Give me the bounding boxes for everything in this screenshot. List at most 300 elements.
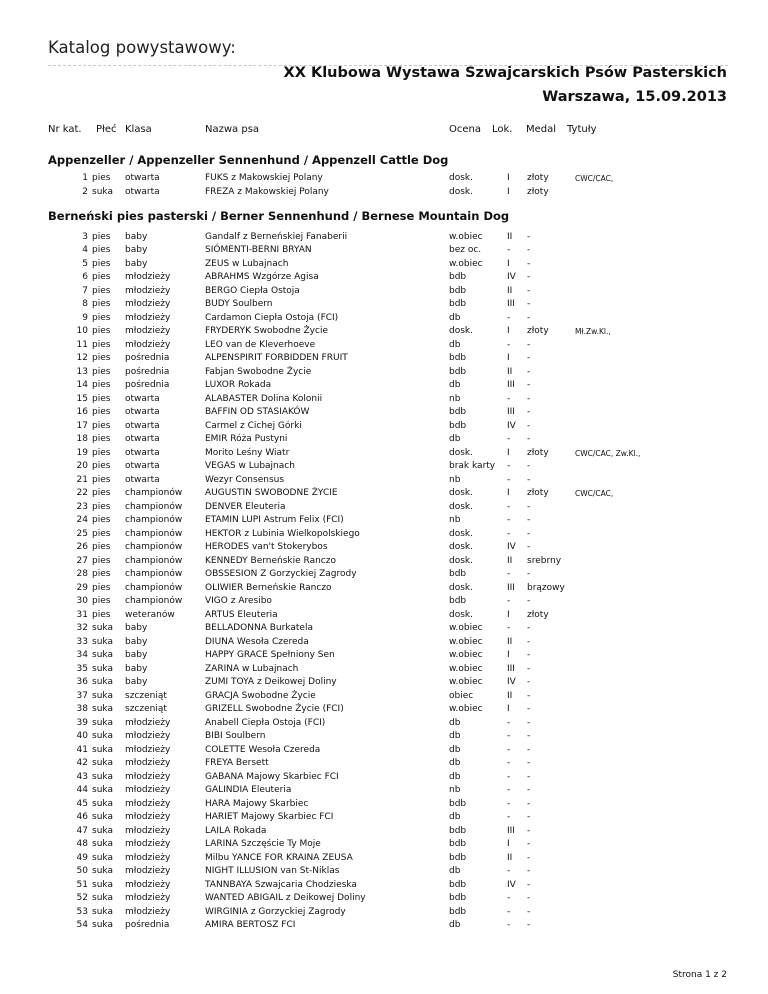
cell-class: pośrednia — [125, 920, 170, 930]
cell-catalog-number: 18 — [76, 434, 88, 444]
cell-sex: pies — [92, 245, 111, 255]
cell-grade: bdb — [449, 286, 467, 296]
header-name: Nazwa psa — [205, 124, 260, 135]
cell-class: szczeniąt — [125, 691, 167, 701]
table-row — [0, 352, 768, 365]
cell-grade: dosk. — [449, 583, 473, 593]
cell-sex: suka — [92, 880, 113, 890]
cell-catalog-number: 23 — [76, 502, 88, 512]
cell-grade: bdb — [449, 853, 467, 863]
cell-sex: pies — [92, 394, 111, 404]
event-date: Warszawa, 15.09.2013 — [542, 89, 727, 105]
table-row — [0, 636, 768, 649]
cell-sex: suka — [92, 691, 113, 701]
cell-class: młodzieży — [125, 286, 171, 296]
table-row — [0, 312, 768, 325]
cell-grade: brak karty — [449, 461, 496, 471]
table-row — [0, 258, 768, 271]
cell-grade: nb — [449, 785, 461, 795]
cell-sex: suka — [92, 907, 113, 917]
cell-dog-name: ZARINA w Lubajnach — [205, 664, 299, 674]
cell-medal: - — [527, 731, 531, 741]
cell-dog-name: SIÓMENTI-BERNI BRYAN — [205, 245, 312, 255]
cell-medal: - — [527, 299, 531, 309]
cell-grade: bdb — [449, 880, 467, 890]
table-row — [0, 690, 768, 703]
cell-class: młodzieży — [125, 799, 171, 809]
cell-medal: - — [527, 718, 531, 728]
table-row — [0, 514, 768, 527]
cell-placement: III — [507, 664, 515, 674]
cell-class: baby — [125, 637, 148, 647]
cell-dog-name: BERGO Ciepła Ostoja — [205, 286, 300, 296]
cell-placement: I — [507, 488, 510, 498]
cell-medal: - — [527, 475, 531, 485]
cell-class: otwarta — [125, 448, 160, 458]
cell-medal: - — [527, 313, 531, 323]
cell-placement: - — [507, 394, 511, 404]
cell-catalog-number: 53 — [76, 907, 88, 917]
cell-grade: bdb — [449, 799, 467, 809]
cell-class: baby — [125, 245, 148, 255]
cell-sex: suka — [92, 772, 113, 782]
cell-class: młodzieży — [125, 772, 171, 782]
cell-dog-name: ALPENSPIRIT FORBIDDEN FRUIT — [205, 353, 348, 363]
cell-grade: w.obiec — [449, 232, 483, 242]
cell-dog-name: Cardamon Ciepła Ostoja (FCI) — [205, 313, 339, 323]
cell-dog-name: VIGO z Aresibo — [205, 596, 272, 606]
table-row — [0, 865, 768, 878]
cell-placement: - — [507, 623, 511, 633]
cell-medal: - — [527, 434, 531, 444]
cell-dog-name: DIUNA Wesoła Czereda — [205, 637, 309, 647]
table-row — [0, 528, 768, 541]
cell-catalog-number: 31 — [76, 610, 88, 620]
cell-sex: pies — [92, 529, 111, 539]
cell-titles: CWC/CAC, Zw.Kl., — [575, 449, 641, 458]
cell-grade: w.obiec — [449, 650, 483, 660]
cell-medal: złoty — [527, 173, 549, 183]
cell-class: championów — [125, 583, 183, 593]
cell-placement: - — [507, 529, 511, 539]
cell-medal: - — [527, 880, 531, 890]
cell-catalog-number: 47 — [76, 826, 88, 836]
table-row — [0, 474, 768, 487]
table-row — [0, 541, 768, 554]
cell-catalog-number: 44 — [76, 785, 88, 795]
cell-sex: pies — [92, 596, 111, 606]
cell-catalog-number: 20 — [76, 461, 88, 471]
cell-grade: w.obiec — [449, 637, 483, 647]
cell-placement: II — [507, 637, 513, 647]
cell-catalog-number: 4 — [82, 245, 88, 255]
cell-placement: IV — [507, 542, 516, 552]
cell-placement: II — [507, 286, 513, 296]
cell-sex: suka — [92, 623, 113, 633]
cell-placement: - — [507, 340, 511, 350]
cell-catalog-number: 15 — [76, 394, 88, 404]
cell-catalog-number: 10 — [76, 326, 88, 336]
cell-placement: II — [507, 232, 513, 242]
cell-catalog-number: 17 — [76, 421, 88, 431]
table-row — [0, 325, 768, 338]
cell-sex: pies — [92, 542, 111, 552]
header-titles: Tytuły — [567, 124, 597, 135]
cell-placement: - — [507, 718, 511, 728]
cell-catalog-number: 38 — [76, 704, 88, 714]
cell-medal: - — [527, 785, 531, 795]
cell-sex: pies — [92, 461, 111, 471]
table-row — [0, 244, 768, 257]
cell-placement: I — [507, 839, 510, 849]
cell-placement: - — [507, 893, 511, 903]
cell-grade: db — [449, 718, 461, 728]
cell-medal: - — [527, 704, 531, 714]
cell-medal: - — [527, 502, 531, 512]
cell-sex: suka — [92, 187, 113, 197]
table-row — [0, 676, 768, 689]
cell-class: młodzieży — [125, 299, 171, 309]
cell-medal: złoty — [527, 448, 549, 458]
cell-catalog-number: 45 — [76, 799, 88, 809]
cell-catalog-number: 9 — [82, 313, 88, 323]
cell-placement: - — [507, 569, 511, 579]
cell-class: baby — [125, 623, 148, 633]
cell-dog-name: LARINA Szczęście Ty Moje — [205, 839, 321, 849]
cell-dog-name: ZUMI TOYA z Deikowej Doliny — [205, 677, 337, 687]
cell-catalog-number: 39 — [76, 718, 88, 728]
cell-medal: - — [527, 542, 531, 552]
cell-catalog-number: 2 — [82, 187, 88, 197]
cell-medal: srebrny — [527, 556, 562, 566]
table-row — [0, 447, 768, 460]
cell-catalog-number: 24 — [76, 515, 88, 525]
cell-class: baby — [125, 259, 148, 269]
cell-dog-name: ALABASTER Dolina Kolonii — [205, 394, 323, 404]
cell-grade: dosk. — [449, 556, 473, 566]
cell-medal: - — [527, 232, 531, 242]
cell-sex: suka — [92, 839, 113, 849]
cell-catalog-number: 11 — [76, 340, 88, 350]
cell-dog-name: Wezyr Consensus — [205, 475, 285, 485]
cell-dog-name: Fabjan Swobodne Życie — [205, 367, 312, 377]
cell-sex: pies — [92, 502, 111, 512]
cell-dog-name: NIGHT ILLUSION van St-Niklas — [205, 866, 340, 876]
cell-placement: I — [507, 448, 510, 458]
cell-placement: III — [507, 380, 515, 390]
cell-dog-name: DENVER Eleuteria — [205, 502, 286, 512]
cell-catalog-number: 8 — [82, 299, 88, 309]
cell-medal: - — [527, 569, 531, 579]
cell-dog-name: LAILA Rokada — [205, 826, 267, 836]
cell-catalog-number: 40 — [76, 731, 88, 741]
cell-grade: bdb — [449, 299, 467, 309]
cell-grade: dosk. — [449, 326, 473, 336]
cell-catalog-number: 51 — [76, 880, 88, 890]
cell-catalog-number: 33 — [76, 637, 88, 647]
cell-catalog-number: 13 — [76, 367, 88, 377]
table-row — [0, 393, 768, 406]
table-row — [0, 186, 768, 199]
table-row — [0, 852, 768, 865]
cell-class: młodzieży — [125, 731, 171, 741]
cell-placement: - — [507, 799, 511, 809]
cell-grade: w.obiec — [449, 677, 483, 687]
cell-placement: IV — [507, 677, 516, 687]
page-number: Strona 1 z 2 — [672, 970, 727, 980]
cell-class: pośrednia — [125, 367, 170, 377]
cell-dog-name: AUGUSTIN SWOBODNE ŻYCIE — [205, 488, 338, 498]
cell-dog-name: HAPPY GRACE Spełniony Sen — [205, 650, 335, 660]
cell-catalog-number: 34 — [76, 650, 88, 660]
cell-titles: CWC/CAC, — [575, 489, 614, 498]
cell-medal: - — [527, 691, 531, 701]
cell-class: młodzieży — [125, 785, 171, 795]
cell-grade: dosk. — [449, 502, 473, 512]
cell-dog-name: WANTED ABIGAIL z Deikowej Doliny — [205, 893, 366, 903]
cell-grade: db — [449, 745, 461, 755]
cell-medal: - — [527, 893, 531, 903]
cell-class: otwarta — [125, 173, 160, 183]
cell-grade: bdb — [449, 596, 467, 606]
cell-catalog-number: 37 — [76, 691, 88, 701]
cell-class: baby — [125, 650, 148, 660]
cell-placement: IV — [507, 421, 516, 431]
cell-dog-name: EMIR Róża Pustyni — [205, 434, 288, 444]
cell-catalog-number: 21 — [76, 475, 88, 485]
cell-class: młodzieży — [125, 272, 171, 282]
table-row — [0, 663, 768, 676]
table-row — [0, 892, 768, 905]
table-row — [0, 825, 768, 838]
cell-medal: - — [527, 353, 531, 363]
cell-sex: pies — [92, 488, 111, 498]
table-row — [0, 784, 768, 797]
cell-class: młodzieży — [125, 313, 171, 323]
cell-medal: - — [527, 664, 531, 674]
cell-catalog-number: 3 — [82, 232, 88, 242]
cell-catalog-number: 22 — [76, 488, 88, 498]
cell-class: młodzieży — [125, 907, 171, 917]
cell-placement: - — [507, 245, 511, 255]
cell-catalog-number: 52 — [76, 893, 88, 903]
table-row — [0, 172, 768, 185]
table-row — [0, 798, 768, 811]
cell-grade: db — [449, 434, 461, 444]
cell-grade: nb — [449, 475, 461, 485]
cell-placement: IV — [507, 272, 516, 282]
cell-grade: dosk. — [449, 529, 473, 539]
table-row — [0, 757, 768, 770]
cell-grade: nb — [449, 515, 461, 525]
cell-sex: pies — [92, 515, 111, 525]
cell-catalog-number: 43 — [76, 772, 88, 782]
header-sex: Płeć — [96, 124, 117, 135]
cell-dog-name: HARA Majowy Skarbiec — [205, 799, 309, 809]
cell-placement: - — [507, 745, 511, 755]
table-row — [0, 582, 768, 595]
table-row — [0, 379, 768, 392]
cell-grade: db — [449, 920, 461, 930]
cell-dog-name: ABRAHMS Wzgórze Agisa — [205, 272, 319, 282]
cell-class: młodzieży — [125, 745, 171, 755]
cell-grade: bez oc. — [449, 245, 482, 255]
cell-dog-name: BIBI Soulbern — [205, 731, 266, 741]
cell-grade: nb — [449, 394, 461, 404]
cell-sex: pies — [92, 569, 111, 579]
cell-grade: bdb — [449, 353, 467, 363]
cell-placement: I — [507, 187, 510, 197]
cell-sex: pies — [92, 272, 111, 282]
cell-grade: bdb — [449, 826, 467, 836]
header-place: Lok. — [492, 124, 513, 135]
cell-class: młodzieży — [125, 826, 171, 836]
cell-placement: I — [507, 173, 510, 183]
table-row — [0, 568, 768, 581]
cell-dog-name: Milbu YANCE FOR KRAINA ZEUSA — [205, 853, 353, 863]
table-row — [0, 595, 768, 608]
cell-dog-name: OBSSESION Z Gorzyckiej Zagrody — [205, 569, 357, 579]
table-row — [0, 811, 768, 824]
cell-placement: I — [507, 610, 510, 620]
cell-medal: - — [527, 596, 531, 606]
table-row — [0, 744, 768, 757]
breed-section-title: Appenzeller / Appenzeller Sennenhund / Appenzell Cattle Dog — [48, 153, 449, 167]
table-row — [0, 919, 768, 932]
cell-sex: pies — [92, 313, 111, 323]
cell-catalog-number: 7 — [82, 286, 88, 296]
cell-sex: suka — [92, 866, 113, 876]
cell-dog-name: GALINDIA Eleuteria — [205, 785, 292, 795]
cell-grade: db — [449, 758, 461, 768]
cell-sex: suka — [92, 745, 113, 755]
table-row — [0, 879, 768, 892]
cell-class: championów — [125, 502, 183, 512]
cell-class: młodzieży — [125, 758, 171, 768]
cell-dog-name: LUXOR Rokada — [205, 380, 272, 390]
cell-catalog-number: 26 — [76, 542, 88, 552]
cell-class: otwarta — [125, 407, 160, 417]
cell-dog-name: COLETTE Wesoła Czereda — [205, 745, 321, 755]
cell-catalog-number: 36 — [76, 677, 88, 687]
cell-catalog-number: 32 — [76, 623, 88, 633]
cell-sex: suka — [92, 650, 113, 660]
cell-catalog-number: 6 — [82, 272, 88, 282]
cell-dog-name: OLIWIER Berneńskie Ranczo — [205, 583, 332, 593]
breed-section-title: Berneński pies pasterski / Berner Sennenhund / Bernese Mountain Dog — [48, 209, 510, 223]
cell-titles: Mł.Zw.Kl., — [575, 327, 611, 336]
cell-placement: - — [507, 785, 511, 795]
cell-grade: dosk. — [449, 448, 473, 458]
cell-catalog-number: 49 — [76, 853, 88, 863]
table-row — [0, 231, 768, 244]
cell-placement: I — [507, 326, 510, 336]
cell-titles: CWC/CAC, — [575, 174, 614, 183]
cell-sex: suka — [92, 826, 113, 836]
cell-sex: suka — [92, 758, 113, 768]
cell-grade: w.obiec — [449, 623, 483, 633]
cell-sex: suka — [92, 677, 113, 687]
cell-placement: II — [507, 691, 513, 701]
cell-placement: I — [507, 650, 510, 660]
cell-medal: - — [527, 772, 531, 782]
cell-sex: pies — [92, 353, 111, 363]
cell-medal: - — [527, 637, 531, 647]
cell-grade: bdb — [449, 421, 467, 431]
cell-catalog-number: 30 — [76, 596, 88, 606]
cell-medal: - — [527, 340, 531, 350]
cell-grade: w.obiec — [449, 259, 483, 269]
cell-medal: - — [527, 286, 531, 296]
cell-placement: I — [507, 353, 510, 363]
cell-class: młodzieży — [125, 326, 171, 336]
cell-grade: dosk. — [449, 187, 473, 197]
cell-dog-name: FREZA z Makowskiej Polany — [205, 187, 329, 197]
cell-class: otwarta — [125, 187, 160, 197]
cell-medal: - — [527, 799, 531, 809]
cell-sex: pies — [92, 380, 111, 390]
cell-grade: dosk. — [449, 173, 473, 183]
header-nr: Nr kat. — [48, 124, 82, 135]
cell-medal: - — [527, 367, 531, 377]
cell-catalog-number: 19 — [76, 448, 88, 458]
cell-catalog-number: 12 — [76, 353, 88, 363]
cell-dog-name: GRIZELL Swobodne Życie (FCI) — [205, 704, 344, 714]
cell-catalog-number: 14 — [76, 380, 88, 390]
cell-sex: suka — [92, 785, 113, 795]
cell-grade: bdb — [449, 367, 467, 377]
cell-placement: - — [507, 772, 511, 782]
cell-dog-name: BAFFIN OD STASIAKÓW — [205, 407, 310, 417]
cell-catalog-number: 35 — [76, 664, 88, 674]
cell-medal: złoty — [527, 610, 549, 620]
cell-dog-name: AMIRA BERTOSZ FCI — [205, 920, 296, 930]
cell-class: championów — [125, 542, 183, 552]
cell-placement: II — [507, 367, 513, 377]
cell-class: otwarta — [125, 421, 160, 431]
cell-medal: - — [527, 650, 531, 660]
table-row — [0, 703, 768, 716]
cell-medal: - — [527, 380, 531, 390]
table-row — [0, 298, 768, 311]
cell-placement: I — [507, 259, 510, 269]
cell-placement: - — [507, 434, 511, 444]
cell-sex: pies — [92, 556, 111, 566]
cell-dog-name: GRACJA Swobodne Życie — [205, 691, 316, 701]
cell-class: młodzieży — [125, 893, 171, 903]
cell-grade: db — [449, 731, 461, 741]
cell-dog-name: ARTUS Eleuteria — [205, 610, 278, 620]
table-row — [0, 622, 768, 635]
cell-placement: - — [507, 731, 511, 741]
cell-medal: - — [527, 272, 531, 282]
table-row — [0, 906, 768, 919]
table-row — [0, 339, 768, 352]
cell-class: pośrednia — [125, 380, 170, 390]
table-row — [0, 838, 768, 851]
cell-grade: dosk. — [449, 488, 473, 498]
cell-placement: - — [507, 920, 511, 930]
cell-sex: pies — [92, 475, 111, 485]
cell-sex: pies — [92, 340, 111, 350]
cell-medal: - — [527, 907, 531, 917]
cell-grade: bdb — [449, 893, 467, 903]
cell-sex: suka — [92, 920, 113, 930]
cell-medal: - — [527, 259, 531, 269]
cell-class: szczeniąt — [125, 704, 167, 714]
table-row — [0, 555, 768, 568]
cell-medal: - — [527, 839, 531, 849]
